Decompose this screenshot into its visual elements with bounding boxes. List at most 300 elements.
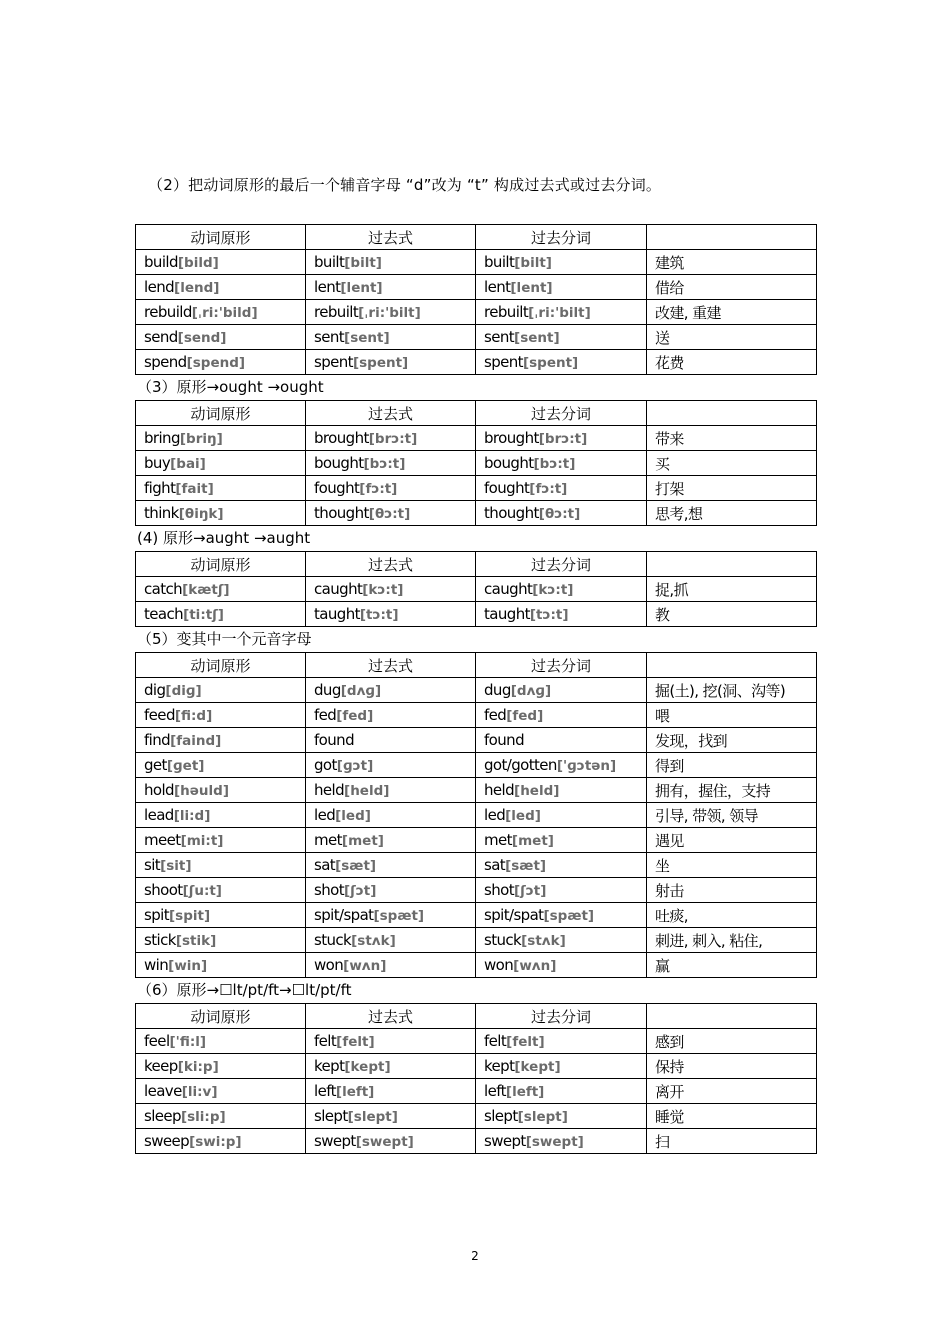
phonetic-text: [sent] <box>514 330 560 346</box>
phonetic-text: [wʌn] <box>343 958 387 974</box>
column-header: 过去分词 <box>476 401 647 426</box>
verb-table <box>135 224 817 375</box>
word-text: rebuild <box>144 303 192 321</box>
meaning-text: 保持 <box>655 1057 684 1076</box>
meaning-text: 买 <box>655 454 670 473</box>
table-cell <box>306 250 476 275</box>
phonetic-text: [dʌɡ] <box>510 683 552 699</box>
verb-table <box>135 400 817 526</box>
table-cell <box>306 426 476 451</box>
word-text: spit/spat <box>484 906 544 924</box>
table-cell <box>476 250 647 275</box>
column-header <box>647 1004 817 1029</box>
table-row <box>136 1104 817 1129</box>
table-cell <box>306 678 476 703</box>
word-text: lead <box>144 806 174 824</box>
table-cell <box>476 928 647 953</box>
word-text: found <box>314 731 354 749</box>
meaning-text: 掘(土), 挖(洞、沟等) <box>655 681 786 700</box>
word-text: led <box>314 806 336 824</box>
word-text: fought <box>314 479 360 497</box>
table-cell <box>647 250 817 275</box>
table-cell <box>647 953 817 978</box>
table-cell <box>306 300 476 325</box>
verb-table <box>135 551 817 627</box>
phonetic-text: [win] <box>168 958 208 974</box>
table-cell <box>647 778 817 803</box>
word-text: bought <box>314 454 364 472</box>
table-row <box>136 1129 817 1154</box>
phonetic-text: [felt] <box>506 1034 545 1050</box>
table-cell <box>647 753 817 778</box>
word-text: keep <box>144 1057 178 1075</box>
table-cell <box>647 1129 817 1154</box>
table-cell <box>136 953 306 978</box>
meaning-text: 得到 <box>655 756 684 775</box>
column-header: 过去式 <box>306 401 476 426</box>
word-text: fight <box>144 479 176 497</box>
column-header: 动词原形 <box>136 225 306 250</box>
table-cell <box>136 928 306 953</box>
table-cell <box>136 350 306 375</box>
table-cell <box>476 1079 647 1104</box>
word-text: slept <box>484 1107 518 1125</box>
table-cell <box>647 728 817 753</box>
table-row <box>136 878 817 903</box>
word-text: met <box>314 831 342 849</box>
table-cell <box>306 476 476 501</box>
table-cell <box>136 451 306 476</box>
column-header: 过去式 <box>306 225 476 250</box>
table-cell <box>306 325 476 350</box>
table-row <box>136 828 817 853</box>
word-text: built <box>484 253 515 271</box>
phonetic-text: [diɡ] <box>165 683 202 699</box>
table-cell <box>476 300 647 325</box>
table-cell <box>136 325 306 350</box>
phonetic-text: [tɔ:t] <box>529 607 569 623</box>
word-text: shot <box>484 881 514 899</box>
meaning-text: 感到 <box>655 1032 684 1051</box>
word-text: win <box>144 956 169 974</box>
table-cell <box>136 1054 306 1079</box>
meaning-text: 打架 <box>655 479 684 498</box>
table-cell <box>306 878 476 903</box>
phonetic-text: [briŋ] <box>179 431 223 447</box>
table-row <box>136 501 817 526</box>
word-text: won <box>314 956 344 974</box>
table-cell <box>306 903 476 928</box>
table-cell <box>476 803 647 828</box>
phonetic-text: [bai] <box>170 456 206 472</box>
table-cell <box>306 577 476 602</box>
word-text: brought <box>484 429 539 447</box>
phonetic-text: ['ɡɔtən] <box>556 758 617 774</box>
phonetic-text: [slept] <box>517 1109 568 1125</box>
column-header: 过去分词 <box>476 552 647 577</box>
phonetic-text: [fed] <box>506 708 544 724</box>
word-text: swept <box>484 1132 526 1150</box>
word-text: left <box>484 1082 506 1100</box>
verb-table <box>135 1003 817 1154</box>
word-text: find <box>144 731 171 749</box>
word-text: taught <box>484 605 530 623</box>
table-row <box>136 300 817 325</box>
table-cell <box>136 275 306 300</box>
phonetic-text: [brɔ:t] <box>538 431 588 447</box>
phonetic-text: [ʃɔt] <box>343 883 377 899</box>
phonetic-text: [met] <box>341 833 384 849</box>
meaning-text: 赢 <box>655 956 670 975</box>
table-cell <box>647 1029 817 1054</box>
table-cell <box>476 953 647 978</box>
word-text: got/gotten <box>484 756 557 774</box>
table-cell <box>136 828 306 853</box>
phonetic-text: [lent] <box>510 280 553 296</box>
word-text: held <box>314 781 345 799</box>
table-row <box>136 602 817 627</box>
meaning-text: 教 <box>655 605 670 624</box>
table-cell <box>306 728 476 753</box>
word-text: stuck <box>484 931 522 949</box>
table-header-row <box>136 653 817 678</box>
table-cell <box>136 1079 306 1104</box>
table-cell <box>647 602 817 627</box>
table-cell <box>647 275 817 300</box>
table-row <box>136 325 817 350</box>
table-cell <box>647 1079 817 1104</box>
phonetic-text: [kɔ:t] <box>362 582 404 598</box>
meaning-text: 拥有，握住，支持 <box>655 781 771 800</box>
column-header: 动词原形 <box>136 653 306 678</box>
table-cell <box>136 602 306 627</box>
table-cell <box>476 1129 647 1154</box>
word-text: sent <box>484 328 515 346</box>
table-cell <box>136 1129 306 1154</box>
word-text: bought <box>484 454 534 472</box>
table-cell <box>647 853 817 878</box>
table-cell <box>647 678 817 703</box>
column-header: 动词原形 <box>136 401 306 426</box>
phonetic-text: [stʌk] <box>351 933 396 949</box>
section-title: （5）变其中一个元音字母 <box>137 630 312 648</box>
table-cell <box>306 953 476 978</box>
table-cell <box>136 1029 306 1054</box>
word-text: fed <box>484 706 507 724</box>
table-cell <box>647 878 817 903</box>
column-header: 动词原形 <box>136 1004 306 1029</box>
table-cell <box>476 476 647 501</box>
phonetic-text: [tɔ:t] <box>359 607 399 623</box>
phonetic-text: [felt] <box>336 1034 375 1050</box>
phonetic-text: [θɔ:t] <box>538 506 581 522</box>
table-cell <box>476 753 647 778</box>
phonetic-text: [fait] <box>175 481 214 497</box>
meaning-text: 吐痰, <box>655 906 688 925</box>
column-header <box>647 552 817 577</box>
phonetic-text: [spæt] <box>373 908 425 924</box>
phonetic-text: [ˌri:'bilt] <box>358 305 421 321</box>
word-text: spit <box>144 906 169 924</box>
page-number: 2 <box>471 1249 479 1263</box>
table-cell <box>306 602 476 627</box>
table-cell <box>136 703 306 728</box>
table-cell <box>647 325 817 350</box>
word-text: buy <box>144 454 171 472</box>
phonetic-text: [sæt] <box>335 858 377 874</box>
phonetic-text: [spent] <box>522 355 579 371</box>
meaning-text: 离开 <box>655 1082 684 1101</box>
phonetic-text: [sæt] <box>505 858 547 874</box>
table-cell <box>476 501 647 526</box>
word-text: sent <box>314 328 345 346</box>
word-text: thought <box>484 504 539 522</box>
table-cell <box>647 577 817 602</box>
table-row <box>136 903 817 928</box>
phonetic-text: [ˌri:'bilt] <box>528 305 591 321</box>
phonetic-text: [həuld] <box>173 783 229 799</box>
table-cell <box>476 1104 647 1129</box>
table-cell <box>136 426 306 451</box>
word-text: kept <box>314 1057 345 1075</box>
table-cell <box>136 300 306 325</box>
phonetic-text: [swept] <box>525 1134 584 1150</box>
word-text: swept <box>314 1132 356 1150</box>
table-header-row <box>136 552 817 577</box>
phonetic-text: [bɔ:t] <box>533 456 576 472</box>
meaning-text: 发现，找到 <box>655 731 728 750</box>
meaning-text: 带来 <box>655 429 684 448</box>
table-cell <box>136 903 306 928</box>
phonetic-text: [ti:tʃ] <box>183 607 224 623</box>
column-header <box>647 653 817 678</box>
phonetic-text: [sent] <box>344 330 390 346</box>
table-cell <box>647 1104 817 1129</box>
word-text: found <box>484 731 524 749</box>
section-title: （6）原形→☐lt/pt/ft→☐lt/pt/ft <box>137 981 352 999</box>
column-header: 过去式 <box>306 552 476 577</box>
word-text: sweep <box>144 1132 190 1150</box>
word-text: get <box>144 756 167 774</box>
meaning-text: 睡觉 <box>655 1107 684 1126</box>
word-text: won <box>484 956 514 974</box>
table-cell <box>476 577 647 602</box>
phonetic-text: [swi:p] <box>189 1134 242 1150</box>
table-cell <box>136 878 306 903</box>
table-cell <box>306 803 476 828</box>
phonetic-text: [held] <box>344 783 390 799</box>
table-cell <box>136 577 306 602</box>
word-text: build <box>144 253 178 271</box>
phonetic-text: [li:v] <box>181 1084 218 1100</box>
phonetic-text: [bɔ:t] <box>363 456 406 472</box>
phonetic-text: [faind] <box>170 733 222 749</box>
table-cell <box>306 1104 476 1129</box>
meaning-text: 改建, 重建 <box>655 303 721 322</box>
word-text: taught <box>314 605 360 623</box>
table-row <box>136 778 817 803</box>
table-cell <box>476 426 647 451</box>
phonetic-text: [stʌk] <box>521 933 566 949</box>
table-cell <box>306 828 476 853</box>
word-text: hold <box>144 781 174 799</box>
phonetic-text: [mi:t] <box>180 833 224 849</box>
table-row <box>136 853 817 878</box>
phonetic-text: [dʌɡ] <box>340 683 382 699</box>
word-text: dig <box>144 681 166 699</box>
table-cell <box>647 803 817 828</box>
table-cell <box>306 753 476 778</box>
table-row <box>136 1029 817 1054</box>
table-cell <box>647 828 817 853</box>
phonetic-text: ['fi:l] <box>169 1034 207 1050</box>
table-cell <box>306 1054 476 1079</box>
phonetic-text: [left] <box>505 1084 545 1100</box>
table-row <box>136 250 817 275</box>
table-row <box>136 678 817 703</box>
table-row <box>136 350 817 375</box>
phonetic-text: [spæt] <box>543 908 595 924</box>
meaning-text: 捉,抓 <box>655 580 688 599</box>
meaning-text: 坐 <box>655 856 670 875</box>
phonetic-text: [ɡɔt] <box>336 758 374 774</box>
table-row <box>136 1054 817 1079</box>
word-text: sat <box>314 856 336 874</box>
table-cell <box>647 703 817 728</box>
meaning-text: 喂 <box>655 706 670 725</box>
word-text: catch <box>144 580 183 598</box>
table-cell <box>136 501 306 526</box>
table-cell <box>306 1029 476 1054</box>
table-cell <box>647 1054 817 1079</box>
phonetic-text: [met] <box>511 833 554 849</box>
column-header: 过去式 <box>306 1004 476 1029</box>
table-row <box>136 928 817 953</box>
word-text: feel <box>144 1032 170 1050</box>
meaning-text: 刺进, 刺入, 粘住, <box>655 931 763 950</box>
table-cell <box>306 275 476 300</box>
phonetic-text: [held] <box>514 783 560 799</box>
word-text: spend <box>144 353 187 371</box>
word-text: sit <box>144 856 161 874</box>
word-text: held <box>484 781 515 799</box>
word-text: shoot <box>144 881 183 899</box>
phonetic-text: [fɔ:t] <box>359 481 398 497</box>
word-text: feed <box>144 706 175 724</box>
phonetic-text: [bilt] <box>344 255 382 271</box>
table-row <box>136 577 817 602</box>
word-text: slept <box>314 1107 348 1125</box>
phonetic-text: [ʃɔt] <box>513 883 547 899</box>
table-cell <box>476 1054 647 1079</box>
table-cell <box>476 602 647 627</box>
word-text: caught <box>314 580 363 598</box>
table-cell <box>306 778 476 803</box>
word-text: fed <box>314 706 337 724</box>
word-text: rebuilt <box>484 303 529 321</box>
table-cell <box>306 1129 476 1154</box>
table-cell <box>476 703 647 728</box>
word-text: spent <box>314 353 353 371</box>
meaning-text: 引导, 带领, 领导 <box>655 806 759 825</box>
phonetic-text: [lent] <box>340 280 383 296</box>
table-cell <box>136 728 306 753</box>
table-row <box>136 803 817 828</box>
phonetic-text: [kept] <box>514 1059 561 1075</box>
table-cell <box>136 853 306 878</box>
table-row <box>136 703 817 728</box>
phonetic-text: [fed] <box>336 708 374 724</box>
table-cell <box>136 678 306 703</box>
word-text: send <box>144 328 178 346</box>
word-text: sat <box>484 856 506 874</box>
phonetic-text: [bild] <box>177 255 219 271</box>
table-cell <box>476 451 647 476</box>
table-cell <box>136 778 306 803</box>
phonetic-text: [led] <box>505 808 541 824</box>
phonetic-text: [lend] <box>174 280 220 296</box>
table-row <box>136 728 817 753</box>
word-text: shot <box>314 881 344 899</box>
word-text: got <box>314 756 337 774</box>
word-text: left <box>314 1082 336 1100</box>
phonetic-text: [stik] <box>175 933 217 949</box>
word-text: kept <box>484 1057 515 1075</box>
word-text: lent <box>314 278 341 296</box>
word-text: teach <box>144 605 184 623</box>
phonetic-text: [swept] <box>355 1134 414 1150</box>
table-cell <box>476 828 647 853</box>
verb-table <box>135 652 817 978</box>
word-text: think <box>144 504 179 522</box>
table-cell <box>647 903 817 928</box>
table-cell <box>136 476 306 501</box>
word-text: built <box>314 253 345 271</box>
phonetic-text: [left] <box>335 1084 375 1100</box>
column-header <box>647 401 817 426</box>
phonetic-text: [θiŋk] <box>178 506 224 522</box>
verb-tables <box>135 224 816 1154</box>
word-text: lend <box>144 278 175 296</box>
table-cell <box>136 1104 306 1129</box>
meaning-text: 射击 <box>655 881 684 900</box>
table-cell <box>306 350 476 375</box>
word-text: fought <box>484 479 530 497</box>
table-cell <box>136 250 306 275</box>
table-cell <box>647 451 817 476</box>
phonetic-text: [ʃu:t] <box>182 883 222 899</box>
phonetic-text: [kætʃ] <box>182 582 230 598</box>
phonetic-text: [ɡet] <box>166 758 205 774</box>
column-header <box>647 225 817 250</box>
column-header: 过去分词 <box>476 1004 647 1029</box>
table-cell <box>476 678 647 703</box>
column-header: 过去分词 <box>476 653 647 678</box>
table-cell <box>476 878 647 903</box>
phonetic-text: [li:d] <box>173 808 211 824</box>
table-header-row <box>136 225 817 250</box>
table-header-row <box>136 1004 817 1029</box>
table-cell <box>647 300 817 325</box>
table-cell <box>306 501 476 526</box>
table-cell <box>647 501 817 526</box>
phonetic-text: [sit] <box>160 858 192 874</box>
table-cell <box>306 928 476 953</box>
meaning-text: 借给 <box>655 278 684 297</box>
meaning-text: 扫 <box>655 1132 670 1151</box>
phonetic-text: [fi:d] <box>174 708 213 724</box>
table-cell <box>476 853 647 878</box>
